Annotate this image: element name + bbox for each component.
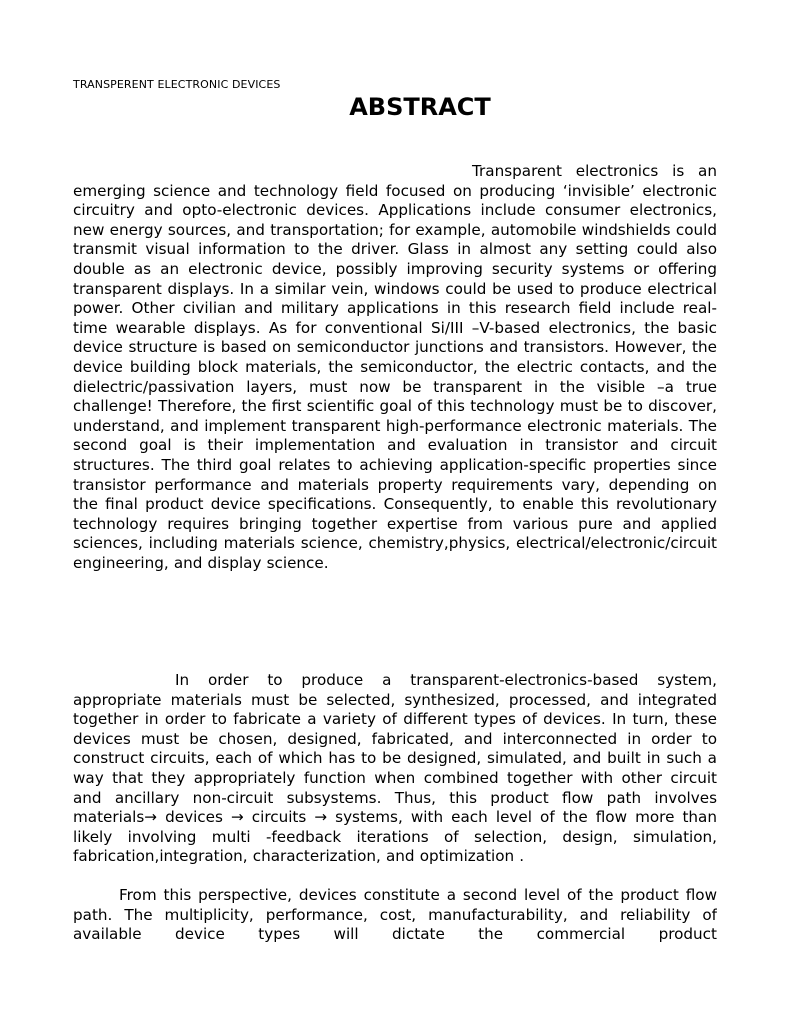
- abstract-paragraph-3: From this perspective, devices constitute a second level of the product flow path. The multiplicity, performance, cost, manufacturability, and reliability of available device types will dictate the commercial product: [73, 886, 717, 944]
- abstract-paragraph-2: In order to produce a transparent-electronics-based system, appropriate materials must be selected, synthesized, processed, and integrated together in order to fabricate a variety of different types of devices. In turn, these devices must be chosen, designed, fabricated, and interconnected in order to construct circuits, each of which has to be designed, simulated, and built in such a way that they appropriately function when combined together with other circuit and ancillary non-circuit subsystems. Thus, this product flow path involves materials→ devices → circuits → systems, with each level of the flow more than likely involving multi -feedback iterations of selection, design, simulation, fabrication,integration, characterization, and optimization .: [73, 671, 717, 866]
- page-title: ABSTRACT: [349, 93, 491, 121]
- abstract-paragraph-1: Transparent electronics is an emerging science and technology field focused on producing ‘invisible’ electronic circuitry and opto-electronic devices. Applications include consumer electronics, new energy sources, and transportation; for example, automobile windshields could transmit visual information to the driver. Glass in almost any setting could also double as an electronic device, possibly improving security systems or offering transparent displays. In a similar vein, windows could be used to produce electrical power. Other civilian and military applications in this research field include real-time wearable displays. As for conventional Si/III –V-based electronics, the basic device structure is based on semiconductor junctions and transistors. However, the device building block materials, the semiconductor, the electric contacts, and the dielectric/passivation layers, must now be transparent in the visible –a true challenge! Therefore, the first scientific goal of this technology must be to discover, understand, and implement transparent high-performance electronic materials. The second goal is their implementation and evaluation in transistor and circuit structures. The third goal relates to achieving application-specific properties since transistor performance and materials property requirements vary, depending on the final product device specifications. Consequently, to enable this revolutionary technology requires bringing together expertise from various pure and applied sciences, including materials science, chemistry,physics, electrical/electronic/circuit engineering, and display science.: [73, 162, 717, 572]
- running-header: TRANSPERENT ELECTRONIC DEVICES: [73, 78, 281, 91]
